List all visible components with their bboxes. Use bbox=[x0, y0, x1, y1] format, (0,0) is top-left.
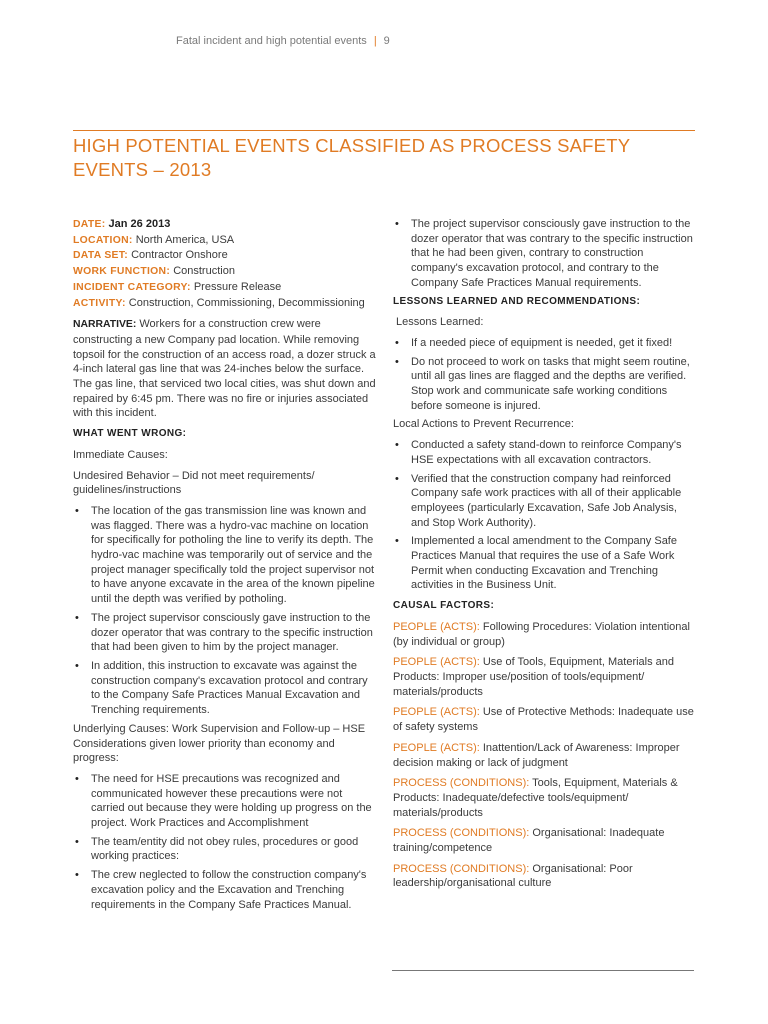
meta-value: North America, USA bbox=[135, 233, 235, 246]
causal-factor-text: Use of Tools, Equipment, Materials and Products: Improper use/position of tools/equipment/ materials/products bbox=[393, 656, 675, 698]
causal-factor-label: PROCESS (CONDITIONS): bbox=[393, 777, 530, 790]
causal-factor-label: PROCESS (CONDITIONS): bbox=[393, 862, 530, 875]
list-item bbox=[73, 659, 378, 718]
meta-label: DATA SET: bbox=[73, 250, 129, 262]
bullet-icon: • bbox=[395, 355, 399, 368]
bullet-icon: • bbox=[75, 772, 79, 785]
list-item bbox=[73, 611, 378, 655]
list-item-text: The team/entity did not obey rules, procedures or good working practices: bbox=[91, 835, 359, 863]
section-heading-lessons: LESSONS LEARNED AND RECOMMENDATIONS: bbox=[393, 295, 641, 307]
causal-factor-text: Tools, Equipment, Materials & Products: Inadequate/defective tools/equipment/ materials/products bbox=[393, 777, 678, 819]
lessons-learned-list bbox=[393, 336, 695, 414]
meta-value: Pressure Release bbox=[193, 280, 282, 293]
list-item-text: The project supervisor consciously gave instruction to the dozer operator that was contrary to the specific instruction that had been given to him by the project manager. bbox=[91, 611, 373, 654]
local-actions-list bbox=[393, 438, 695, 593]
narrative-text: Workers for a construction crew were constructing a new Company pad location. While removing topsoil for the construction of an access road, a dozer struck a 4-inch lateral gas line that was 24-inches below the surface. The gas line, that serviced two local cities, was shut down and repaired by 6:45 pm. There was no fire or injuries associated with this incident. bbox=[73, 318, 376, 420]
incident-meta bbox=[73, 217, 378, 311]
bullet-icon: • bbox=[395, 439, 399, 452]
meta-label: WORK FUNCTION: bbox=[73, 266, 171, 278]
meta-label: LOCATION: bbox=[73, 234, 133, 246]
list-item bbox=[393, 355, 695, 414]
list-item-text: In addition, this instruction to excavate was against the construction company's excavation protocol and contrary to the Company Safe Practices Manual Excavation and Trenching requirements. bbox=[91, 659, 368, 717]
causal-factor-label: PEOPLE (ACTS): bbox=[393, 656, 480, 669]
bullet-icon: • bbox=[395, 472, 399, 485]
meta-label: ACTIVITY: bbox=[73, 297, 126, 309]
list-item-text: Verified that the construction company had reinforced Company safe work practices with all of their applicable employees (particularly Excavation, Safe Job Analysis, and Stop Work Authority). bbox=[411, 472, 682, 529]
underlying-causes: Underlying Causes: Work Supervision and Follow-up – HSE Considerations given lower priority than economy and progress: bbox=[73, 722, 366, 765]
list-item-text: Implemented a local amendment to the Company Safe Practices Manual that requires the use of a Safe Work Permit when conducting Excavation and Trenching activities in the Business Unit. bbox=[411, 535, 677, 592]
list-item-text: The need for HSE precautions was recognized and communicated however these precautions were not carried out because they were holding up progress on the project. Work Practices and Accomplishment bbox=[91, 772, 372, 830]
section-heading-causal-factors: CAUSAL FACTORS: bbox=[393, 600, 495, 612]
list-item bbox=[73, 504, 378, 607]
right-column bbox=[393, 217, 695, 897]
immediate-causes-list bbox=[73, 504, 378, 718]
meta-value: Construction bbox=[173, 265, 235, 278]
causal-factor-label: PROCESS (CONDITIONS): bbox=[393, 827, 530, 840]
causal-factor-label: PEOPLE (ACTS): bbox=[393, 706, 480, 719]
causal-factor-text: Organisational: Inadequate training/competence bbox=[393, 827, 665, 855]
bullet-icon: • bbox=[75, 869, 79, 882]
bullet-icon: • bbox=[395, 535, 399, 548]
narrative bbox=[73, 317, 378, 421]
meta-location bbox=[73, 233, 378, 249]
lessons-learned-label: Lessons Learned: bbox=[396, 316, 484, 329]
list-item bbox=[73, 772, 378, 831]
list-item-text: Do not proceed to work on tasks that might seem routine, until all gas lines are flagged and the depths are verified. Stop work and communicate safe working conditions before someone is injured. bbox=[411, 355, 690, 412]
bullet-icon: • bbox=[75, 835, 79, 848]
causal-factor-text: Organisational: Poor leadership/organisational culture bbox=[393, 862, 633, 890]
causal-factor-item bbox=[393, 655, 695, 699]
causal-factor-item bbox=[393, 776, 695, 820]
narrative-label: NARRATIVE: bbox=[73, 319, 137, 331]
causal-factors-list bbox=[393, 620, 695, 891]
footer-rule bbox=[392, 970, 694, 971]
list-item-text: Conducted a safety stand-down to reinforce Company's HSE expectations with all excavation contractors. bbox=[411, 439, 682, 466]
meta-date bbox=[73, 217, 378, 233]
causal-factor-item bbox=[393, 705, 695, 734]
causal-factor-item bbox=[393, 620, 695, 649]
causal-factor-label: PEOPLE (ACTS): bbox=[393, 620, 480, 633]
meta-label: INCIDENT CATEGORY: bbox=[73, 281, 191, 293]
page-title: HIGH POTENTIAL EVENTS CLASSIFIED AS PROCESS SAFETY EVENTS – 2013 bbox=[73, 135, 630, 180]
causal-factor-item bbox=[393, 862, 695, 891]
list-item-text: If a needed piece of equipment is needed, get it fixed! bbox=[411, 336, 673, 349]
local-actions-label: Local Actions to Prevent Recurrence: bbox=[393, 418, 574, 431]
causal-factor-item bbox=[393, 741, 695, 770]
underlying-causes-list bbox=[73, 772, 378, 912]
meta-value: Construction, Commissioning, Decommissioning bbox=[128, 296, 365, 309]
causal-factor-text: Use of Protective Methods: Inadequate use of safety systems bbox=[393, 706, 694, 734]
running-title: Fatal incident and high potential events bbox=[176, 35, 367, 47]
causal-factor-text: Inattention/Lack of Awareness: Improper decision making or lack of judgment bbox=[393, 741, 680, 769]
meta-activity bbox=[73, 296, 378, 312]
list-item bbox=[393, 472, 695, 531]
meta-value: Jan 26 2013 bbox=[108, 218, 171, 230]
list-item-text: The project supervisor consciously gave instruction to the dozer operator that was contrary to the specific instruction that he had been given, contrary to construction company's excavation protocol, and contrary to the Company Safe Practices Manual requirements. bbox=[411, 218, 693, 289]
immediate-causes: Immediate Causes: bbox=[73, 448, 168, 461]
list-item bbox=[393, 438, 695, 467]
list-item bbox=[393, 217, 695, 291]
list-item-text: The location of the gas transmission line was known and was flagged. There was a hydro-vac machine on location for specifically for potholing the line to verify its depth. The hydro-vac machine was temporarily out of service and the project manager specifically told the project supervisor not to have anyone excavate in the area of the known pipeline until the depth was verified by potholing. bbox=[91, 504, 375, 606]
causal-factor-text: Following Procedures: Violation intentional (by individual or group) bbox=[393, 620, 690, 648]
section-heading-what-went-wrong: WHAT WENT WRONG: bbox=[73, 428, 187, 440]
meta-data-set bbox=[73, 248, 378, 264]
list-item bbox=[393, 534, 695, 593]
continued-list bbox=[393, 217, 695, 291]
left-column bbox=[73, 217, 378, 916]
causal-factor-label: PEOPLE (ACTS): bbox=[393, 741, 480, 754]
undesired-behavior: Undesired Behavior – Did not meet requirements/ guidelines/instructions bbox=[73, 469, 315, 497]
title-rule bbox=[73, 130, 695, 131]
list-item-text: The crew neglected to follow the construction company's excavation policy and the Excavation and Trenching requirements in the Company Safe Practices Manual. bbox=[91, 869, 367, 911]
meta-label: DATE: bbox=[73, 219, 106, 230]
meta-value: Contractor Onshore bbox=[131, 249, 228, 262]
page-number: 9 bbox=[383, 35, 390, 47]
list-item bbox=[73, 835, 378, 864]
header-separator: | bbox=[373, 35, 377, 47]
running-header bbox=[176, 35, 390, 47]
bullet-icon: • bbox=[395, 336, 399, 349]
bullet-icon: • bbox=[395, 218, 399, 230]
bullet-icon: • bbox=[75, 504, 79, 517]
bullet-icon: • bbox=[75, 611, 79, 624]
meta-incident-category bbox=[73, 280, 378, 296]
bullet-icon: • bbox=[75, 659, 79, 672]
meta-work-function bbox=[73, 264, 378, 280]
causal-factor-item bbox=[393, 826, 695, 855]
list-item bbox=[73, 868, 378, 912]
list-item bbox=[393, 336, 695, 351]
